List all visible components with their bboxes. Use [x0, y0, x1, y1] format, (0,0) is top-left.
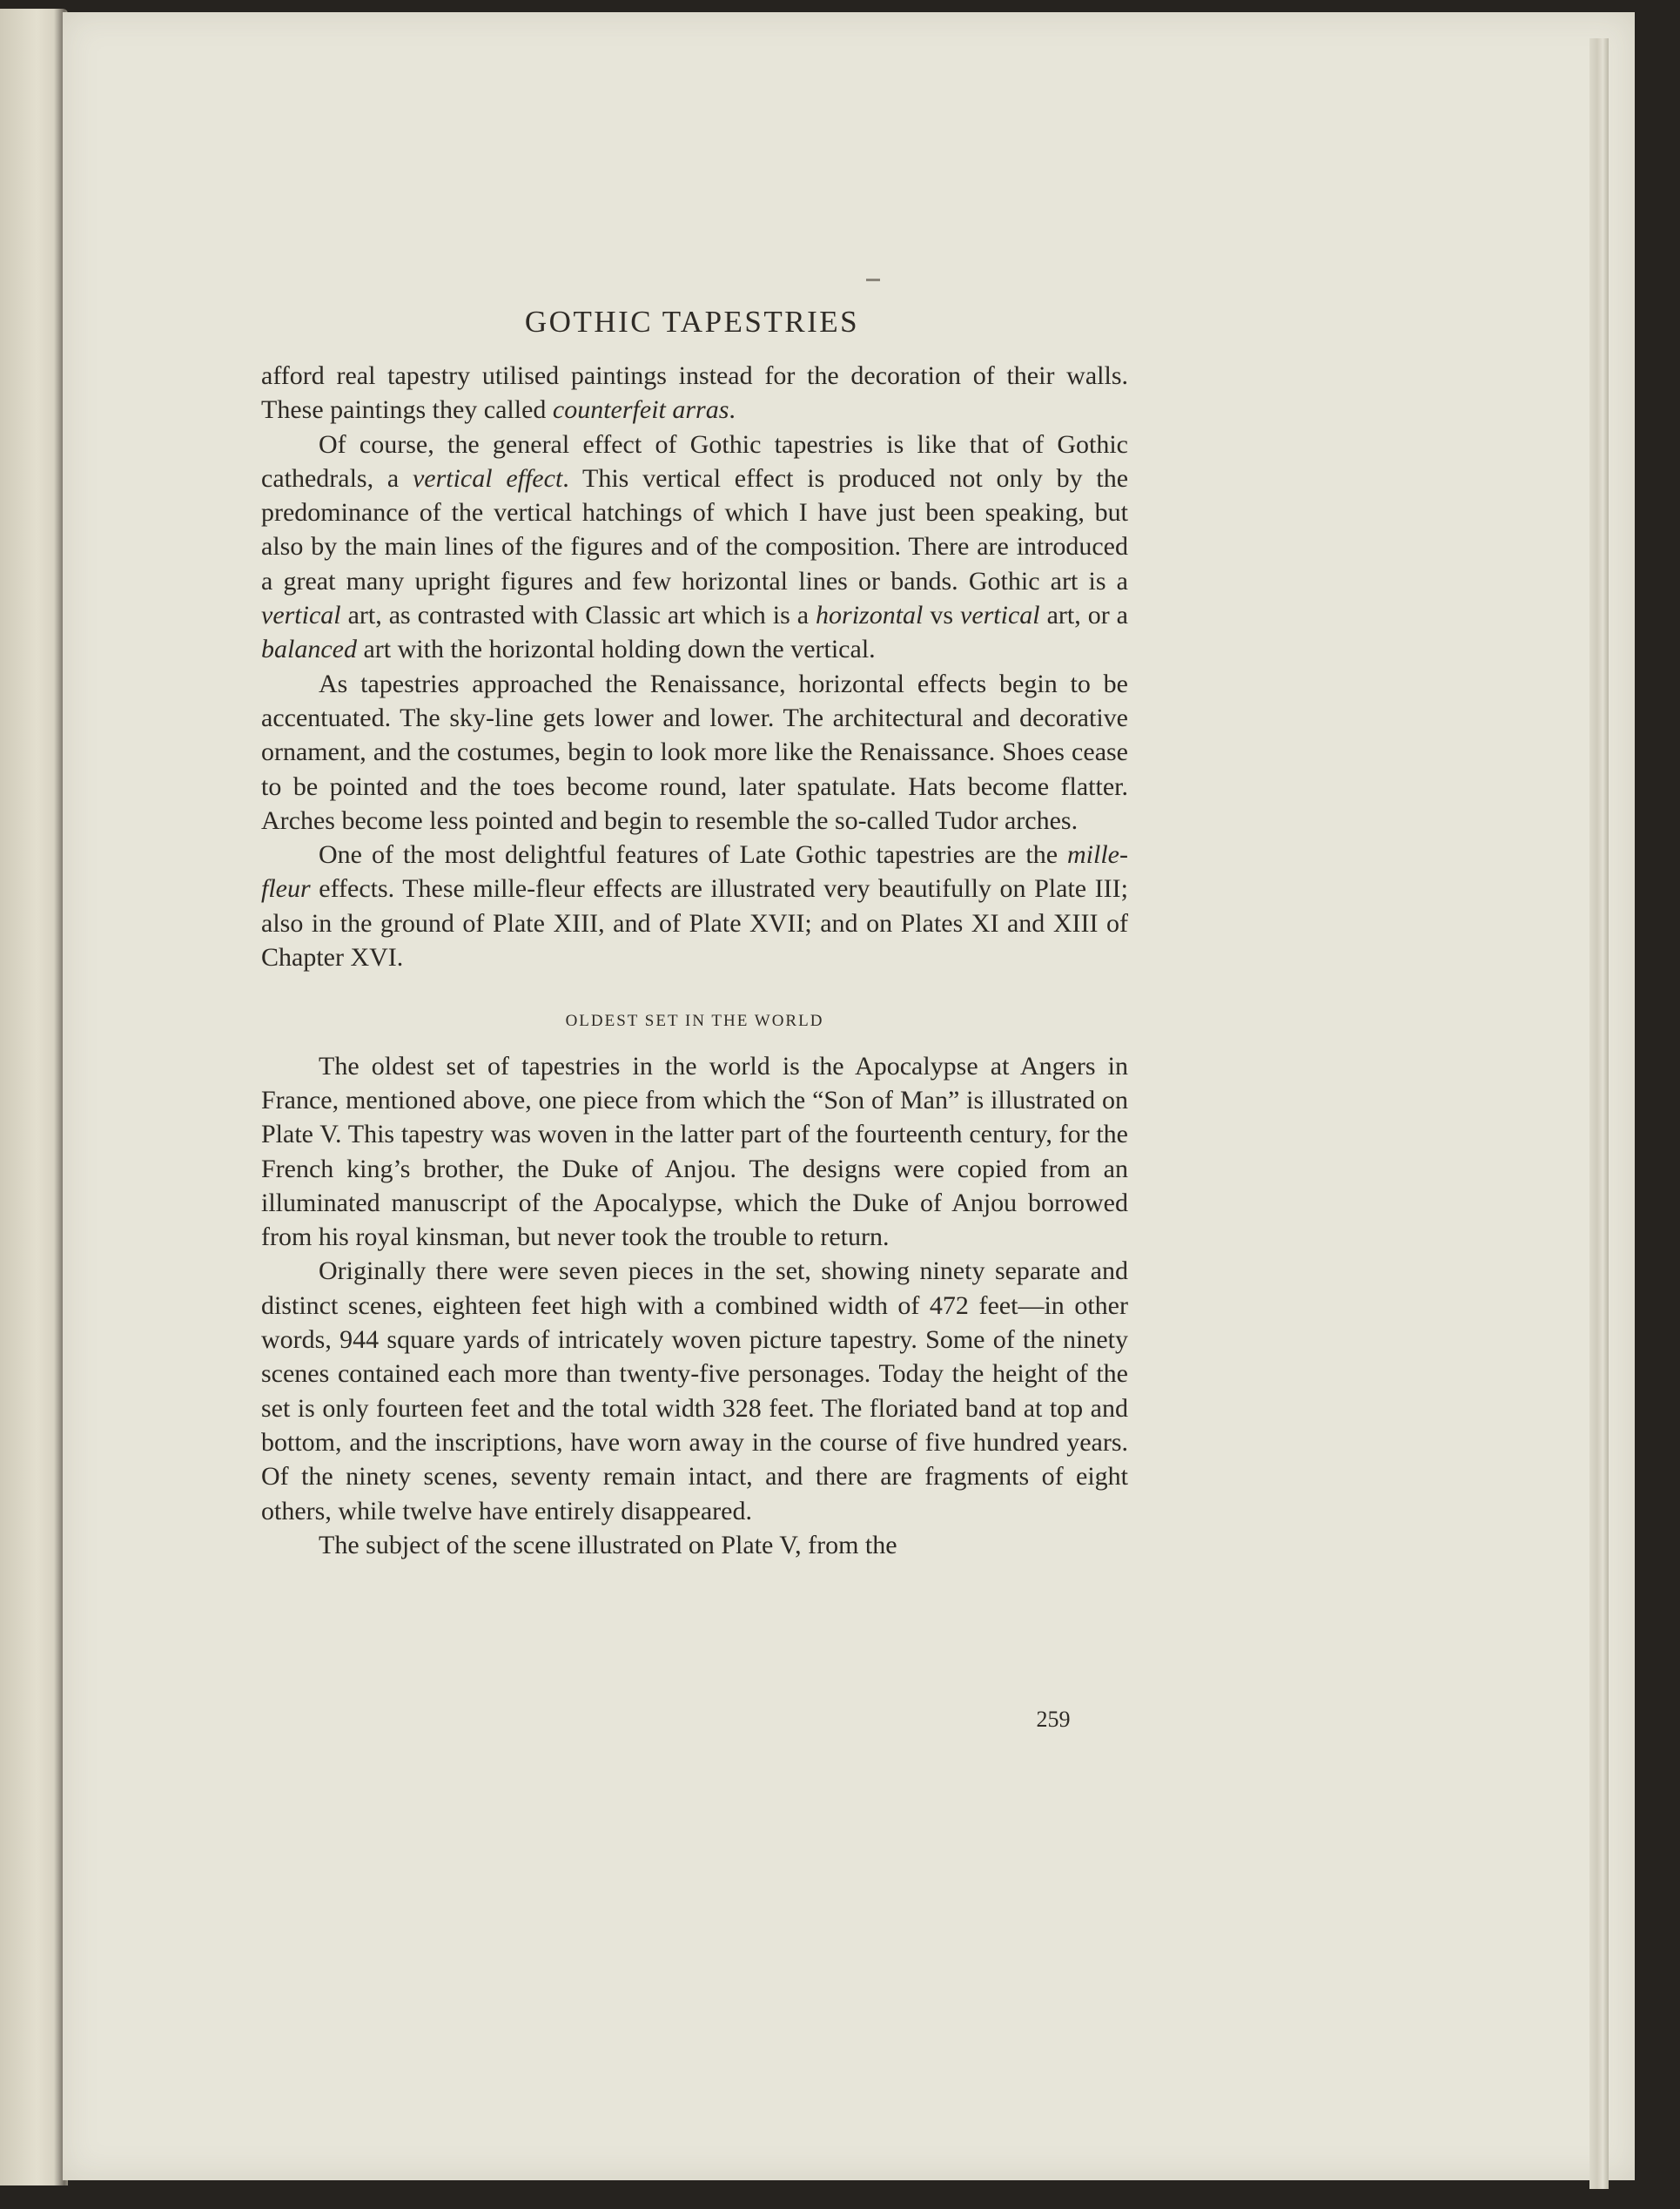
print-mark — [866, 279, 880, 281]
paragraph — [261, 838, 1128, 974]
italic-phrase: vertical — [960, 601, 1040, 630]
italic-phrase: counterfeit arras — [552, 395, 729, 425]
page-stack-edge — [1589, 38, 1609, 2189]
page-number: 259 — [1036, 1707, 1071, 1732]
text-run: One of the most delightful features of Late Gothic tapestries are the — [319, 840, 1068, 870]
paragraph — [261, 359, 1128, 428]
italic-phrase: vertical — [261, 601, 341, 630]
italic-phrase: horizontal — [816, 601, 924, 630]
text-run: Originally there were seven pieces in the set, showing ninety separate and distinct scenes, eighteen feet high with a combined width of 472 feet—in other words, 944 square yards of intricately woven picture tapestry. Some of the ninety scenes contained each more than twenty-five personages. Today the height of the set is only fourteen feet and the total width 328 feet. The floriated band at top and bottom, and the inscriptions, have worn away in the course of five hundred years. Of the ninety scenes, seventy remain intact, and there are fragments of eight others, while twelve have entirely disappeared. — [261, 1256, 1128, 1525]
body-text — [261, 359, 1128, 1562]
paragraph — [261, 1049, 1128, 1255]
italic-phrase: mille-fleur — [261, 840, 1128, 904]
italic-phrase: vertical effect — [412, 463, 563, 493]
text-run: . This vertical effect is produced not only by the predominance of the vertical hatchings of which I have just been speaking, but also by the main lines of the figures and of the composition. There are introduced a great many upright figures and few horizontal lines or bands. Gothic art is a — [261, 463, 1129, 596]
text-run: afford real tapestry utilised paintings instead for the decoration of their walls. These paintings they called — [261, 361, 1128, 425]
text-run: art, as contrasted with Classic art which is a — [340, 601, 816, 630]
text-run: art, or a — [1039, 601, 1128, 630]
text-run: effects. These mille-fleur effects are illustrated very beautifully on Plate III; also in the ground of Plate XIII, and of Plate XVII; and on Plates XI and XIII of Chapter XVI. — [261, 874, 1128, 973]
paragraph — [261, 667, 1128, 838]
italic-phrase: balanced — [261, 635, 357, 664]
paragraphs-before-heading — [261, 359, 1128, 974]
section-heading: OLDEST SET IN THE WORLD — [565, 1012, 824, 1031]
text-run: Of course, the general effect of Gothic tapestries is like that of Gothic cathedrals, a — [261, 429, 1128, 493]
paragraphs-after-heading — [261, 1049, 1128, 1562]
text-run: The subject of the scene illustrated on Plate V, from the — [319, 1530, 897, 1559]
text-run: art with the horizontal holding down the vertical. — [356, 635, 876, 664]
running-head: GOTHIC TAPESTRIES — [524, 305, 860, 339]
text-run: . — [729, 395, 736, 425]
paragraph — [261, 1528, 1128, 1562]
text-run: The oldest set of tapestries in the world is the Apocalypse at Angers in France, mentioned above, one piece from which the “Son of Man” is illustrated on Plate V. This tapestry was woven in the latter part of the fourteenth century, for the French king’s brother, the Duke of Anjou. The designs were copied from an illuminated manuscript of the Apocalypse, which the Duke of Anjou borrowed from his royal kinsman, but never took the trouble to return. — [261, 1051, 1128, 1252]
text-run: As tapestries approached the Renaissance, horizontal effects begin to be accentuated. The sky-line gets lower and lower. The architectural and decorative ornament, and the costumes, begin to look more like the Renaissance. Shoes cease to be pointed and the toes become round, later spatulate. Hats become flatter. Arches become less pointed and begin to resemble the so-called Tudor arches. — [261, 669, 1128, 835]
text-run: vs — [923, 601, 960, 630]
paragraph — [261, 1254, 1128, 1527]
paragraph — [261, 428, 1128, 667]
